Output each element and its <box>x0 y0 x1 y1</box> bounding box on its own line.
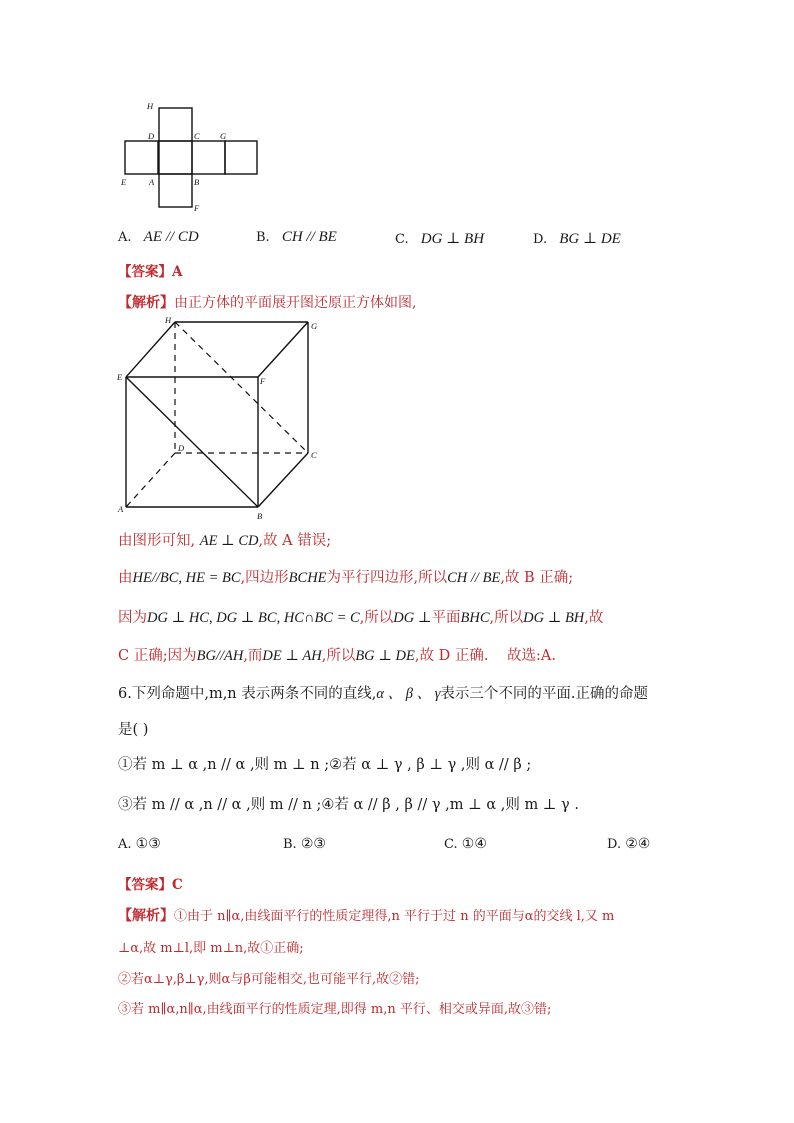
cube-label-g: G <box>311 321 318 331</box>
cube-label-a: A <box>118 504 124 514</box>
q6-analysis-line3: ②若α⊥γ,β⊥γ,则α与β可能相交,也可能平行,故②错; <box>118 972 420 987</box>
q6-stem-line1: 6.下列命题中,m,n 表示两条不同的直线,α 、 β 、 γ表示三个不同的平面.正确的命题 <box>118 686 649 702</box>
q6-option-c: C. ①④ <box>444 836 487 852</box>
cube-label-b: B <box>257 511 263 521</box>
q6-option-a: A. ①③ <box>118 836 161 852</box>
cube-label-h: H <box>165 315 172 325</box>
q6-option-b: B. ②③ <box>283 836 326 852</box>
q5-option-d: D. BG ⊥ DE <box>533 231 621 247</box>
net-label-d: D <box>148 131 155 141</box>
q5-option-b: B. CH // BE <box>256 229 337 245</box>
q6-analysis-line2: ⊥α,故 m⊥l,即 m⊥n,故①正确; <box>118 941 304 956</box>
q5-option-c: C. DG ⊥ BH <box>395 231 485 247</box>
q6-analysis-line4: ③若 m∥α,n∥α,由线面平行的性质定理,即得 m,n 平行、相交或异面,故③错; <box>118 1002 552 1017</box>
cube-label-f: F <box>260 376 266 386</box>
q6-propositions-row1: ①若 m ⊥ α ,n // α ,则 m ⊥ n ;②若 α ⊥ γ , β ⊥ γ ,则 α // β ; <box>118 757 532 773</box>
net-label-h: H <box>147 101 154 111</box>
cube-label-e: E <box>117 372 123 382</box>
net-label-g: G <box>220 131 227 141</box>
net-label-b: B <box>194 177 200 187</box>
q5-answer-label: 【答案】 <box>118 264 172 280</box>
q5-option-a: A. AE // CD <box>118 229 199 245</box>
cube-label-c: C <box>311 450 317 460</box>
q5-analysis-intro: 【解析】由正方体的平面展开图还原正方体如图, <box>118 295 417 311</box>
q5-analysis-line4: C 正确;因为BG//AH,而DE ⊥ AH,所以BG ⊥ DE,故 D 正确. 故选:A. <box>118 648 557 664</box>
q6-stem-line2: 是( ) <box>118 722 149 738</box>
q6-propositions-row2: ③若 m // α ,n // α ,则 m // n ;④若 α // β , β // γ ,m ⊥ α ,则 m ⊥ γ . <box>118 797 579 813</box>
net-label-a: A <box>149 177 155 187</box>
q5-analysis-line3: 因为DG ⊥ HC, DG ⊥ BC, HC∩BC = C,所以DG ⊥平面BHC,所以DG ⊥ BH,故 <box>118 610 604 626</box>
cube-net-figure <box>115 100 265 215</box>
q6-analysis-line1: 【解析】①由于 n∥α,由线面平行的性质定理得,n 平行于过 n 的平面与α的交线 l,又 m <box>118 908 615 924</box>
cube-figure <box>115 312 325 522</box>
q5-analysis-line1: 由图形可知, AE ⊥ CD,故 A 错误; <box>118 533 332 549</box>
net-label-f: F <box>194 203 200 213</box>
cube-label-d: D <box>178 443 185 453</box>
q5-answer-value: A <box>172 264 183 280</box>
q6-answer-value: C <box>172 877 183 893</box>
q6-answer-label: 【答案】 <box>118 877 172 893</box>
net-label-c: C <box>194 131 200 141</box>
q6-answer <box>118 873 183 893</box>
q6-option-d: D. ②④ <box>607 836 651 852</box>
q5-analysis-line2: 由HE//BC, HE = BC,四边形BCHE为平行四边形,所以CH // BE,故 B 正确; <box>118 570 574 586</box>
net-label-e: E <box>121 177 127 187</box>
q5-answer <box>118 260 182 280</box>
